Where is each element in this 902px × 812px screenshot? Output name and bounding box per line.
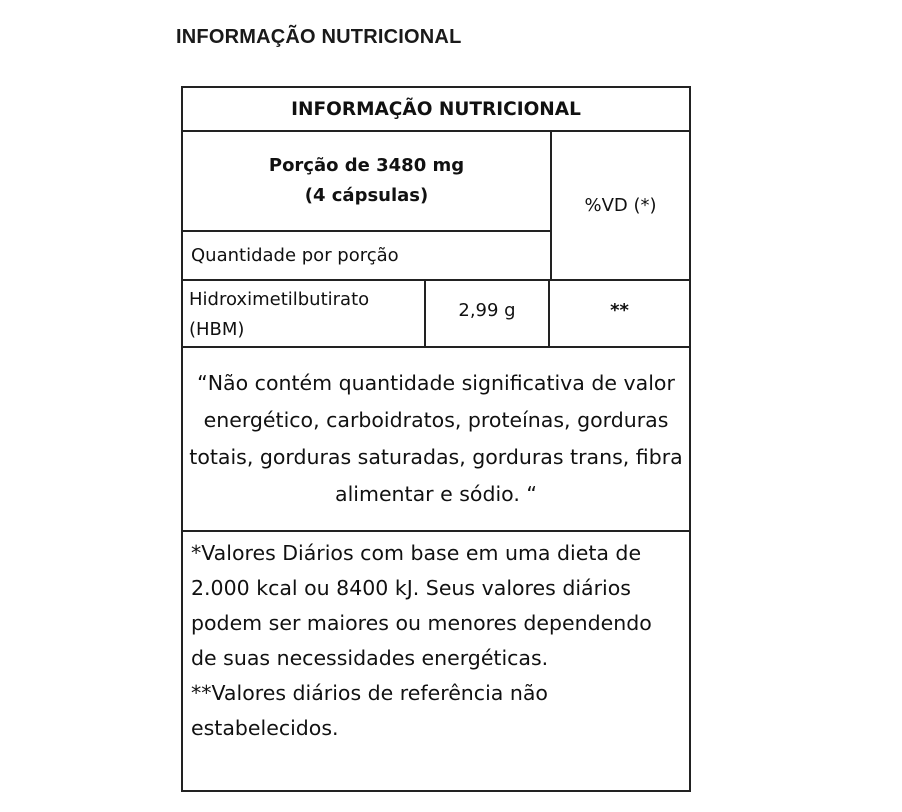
nutrient-amount: 2,99 g [426, 281, 550, 346]
serving-info [183, 132, 552, 279]
nutrient-name-line2: (HBM) [189, 319, 245, 340]
daily-value-header: %VD (*) [584, 195, 657, 216]
nutrition-facts-table [181, 86, 691, 792]
disclaimer-content: “Não contém quantidade significativa de valor energético, carboidratos, proteínas, gorduras totais, gorduras saturadas, gorduras trans, fibra alimentar e sódio. “ [189, 371, 683, 506]
quantity-per-portion-label: Quantidade por porção [191, 245, 399, 266]
nutrient-name-line1: Hidroximetilbutirato [189, 289, 370, 310]
table-title: INFORMAÇÃO NUTRICIONAL [183, 88, 689, 132]
nutrient-daily-value: ** [610, 299, 629, 321]
portion-capsules: (4 cápsulas) [304, 185, 429, 206]
nutrient-name [183, 281, 426, 346]
footnotes [183, 532, 689, 792]
portion-weight: Porção de 3480 mg [268, 155, 465, 176]
portion-size [183, 132, 550, 232]
serving-header [183, 132, 689, 281]
page-heading: INFORMAÇÃO NUTRICIONAL [176, 26, 462, 48]
footnote-daily-values: *Valores Diários com base em uma dieta de 2.000 kcal ou 8400 kJ. Seus valores diários podem ser maiores ou menores dependendo de suas necessidades energéticas. [191, 541, 652, 670]
disclaimer-text [183, 348, 689, 532]
nutrient-row [183, 281, 689, 348]
footnote-reference-values: **Valores diários de referência não estabelecidos. [191, 681, 548, 740]
